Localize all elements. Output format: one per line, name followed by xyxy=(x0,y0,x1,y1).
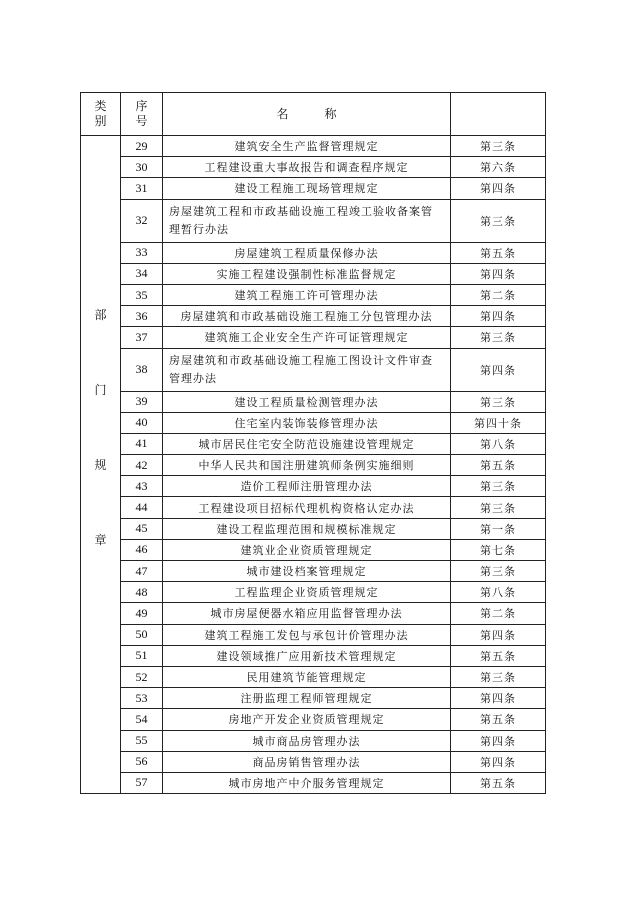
row-number: 39 xyxy=(121,391,163,412)
table-row xyxy=(81,327,546,348)
regulation-name: 建筑施工企业安全生产许可证管理规定 xyxy=(163,327,451,348)
row-number: 54 xyxy=(121,709,163,730)
table-row xyxy=(81,178,546,199)
row-number: 51 xyxy=(121,645,163,666)
row-number: 47 xyxy=(121,561,163,582)
regulation-name: 房地产开发企业资质管理规定 xyxy=(163,709,451,730)
article-cell: 第三条 xyxy=(451,476,546,497)
table-row xyxy=(81,306,546,327)
row-number: 55 xyxy=(121,730,163,751)
header-category xyxy=(81,93,121,136)
article-cell: 第三条 xyxy=(451,666,546,687)
article-cell: 第三条 xyxy=(451,327,546,348)
table-row xyxy=(81,730,546,751)
article-cell: 第五条 xyxy=(451,709,546,730)
row-number: 56 xyxy=(121,751,163,772)
row-number: 46 xyxy=(121,539,163,560)
article-cell: 第五条 xyxy=(451,772,546,793)
regulation-name: 注册监理工程师管理规定 xyxy=(163,688,451,709)
row-number: 45 xyxy=(121,518,163,539)
row-number: 43 xyxy=(121,476,163,497)
row-number: 48 xyxy=(121,582,163,603)
article-cell: 第四条 xyxy=(451,348,546,391)
header-category-text: 类 别 xyxy=(94,99,107,128)
category-char: 部 xyxy=(94,308,107,322)
table-row xyxy=(81,561,546,582)
category-char: 门 xyxy=(94,383,107,397)
article-cell: 第三条 xyxy=(451,391,546,412)
row-number: 40 xyxy=(121,412,163,433)
article-cell: 第七条 xyxy=(451,539,546,560)
table-row xyxy=(81,284,546,305)
regulation-name: 建设领域推广应用新技术管理规定 xyxy=(163,645,451,666)
table-row xyxy=(81,666,546,687)
article-cell: 第四条 xyxy=(451,751,546,772)
table-row xyxy=(81,199,546,242)
table-row xyxy=(81,603,546,624)
regulation-name: 商品房销售管理办法 xyxy=(163,751,451,772)
table-row xyxy=(81,433,546,454)
row-number: 30 xyxy=(121,157,163,178)
article-cell: 第四条 xyxy=(451,306,546,327)
regulation-name: 工程监理企业资质管理规定 xyxy=(163,582,451,603)
header-row xyxy=(81,93,546,136)
table-row xyxy=(81,263,546,284)
row-number: 36 xyxy=(121,306,163,327)
row-number: 52 xyxy=(121,666,163,687)
article-cell: 第三条 xyxy=(451,199,546,242)
regulation-name: 工程建设重大事故报告和调查程序规定 xyxy=(163,157,451,178)
header-name-left: 名 xyxy=(276,106,289,121)
row-number: 31 xyxy=(121,178,163,199)
row-number: 42 xyxy=(121,455,163,476)
row-number: 44 xyxy=(121,497,163,518)
category-cell xyxy=(81,136,121,794)
regulation-name: 住宅室内装饰装修管理办法 xyxy=(163,412,451,433)
table-row xyxy=(81,688,546,709)
regulation-name: 建设工程监理范围和规模标准规定 xyxy=(163,518,451,539)
article-cell: 第三条 xyxy=(451,136,546,157)
row-number: 35 xyxy=(121,284,163,305)
article-cell: 第八条 xyxy=(451,433,546,454)
table-row xyxy=(81,582,546,603)
table-row xyxy=(81,348,546,391)
table-row xyxy=(81,136,546,157)
article-cell: 第四条 xyxy=(451,730,546,751)
regulation-table xyxy=(80,92,546,794)
table-row xyxy=(81,242,546,263)
category-char: 章 xyxy=(94,533,107,547)
row-number: 29 xyxy=(121,136,163,157)
table-row xyxy=(81,412,546,433)
regulation-name: 城市商品房管理办法 xyxy=(163,730,451,751)
article-cell: 第一条 xyxy=(451,518,546,539)
regulation-name: 建筑业企业资质管理规定 xyxy=(163,539,451,560)
header-sequence xyxy=(121,93,163,136)
table-row xyxy=(81,476,546,497)
table-row xyxy=(81,157,546,178)
table-row xyxy=(81,497,546,518)
article-cell: 第六条 xyxy=(451,157,546,178)
article-cell: 第四条 xyxy=(451,688,546,709)
table-row xyxy=(81,391,546,412)
regulation-name: 房屋建筑工程质量保修办法 xyxy=(163,242,451,263)
table-row xyxy=(81,645,546,666)
article-cell: 第二条 xyxy=(451,603,546,624)
header-sequence-text: 序 号 xyxy=(135,99,148,128)
regulation-name: 房屋建筑工程和市政基础设施工程竣工验收备案管理暂行办法 xyxy=(163,199,451,242)
article-cell: 第三条 xyxy=(451,497,546,518)
table-row xyxy=(81,624,546,645)
article-cell: 第四条 xyxy=(451,263,546,284)
row-number: 32 xyxy=(121,199,163,242)
row-number: 53 xyxy=(121,688,163,709)
regulation-name: 民用建筑节能管理规定 xyxy=(163,666,451,687)
table-row xyxy=(81,539,546,560)
article-cell: 第四条 xyxy=(451,178,546,199)
row-number: 49 xyxy=(121,603,163,624)
header-name xyxy=(163,93,451,136)
regulation-name: 中华人民共和国注册建筑师条例实施细则 xyxy=(163,455,451,476)
regulation-name: 城市建设档案管理规定 xyxy=(163,561,451,582)
article-cell: 第三条 xyxy=(451,561,546,582)
regulation-name: 建筑工程施工许可管理办法 xyxy=(163,284,451,305)
table-row xyxy=(81,518,546,539)
row-number: 33 xyxy=(121,242,163,263)
article-cell: 第五条 xyxy=(451,242,546,263)
regulation-name: 房屋建筑和市政基础设施工程施工分包管理办法 xyxy=(163,306,451,327)
table-row xyxy=(81,455,546,476)
row-number: 50 xyxy=(121,624,163,645)
regulation-name: 建筑工程施工发包与承包计价管理办法 xyxy=(163,624,451,645)
row-number: 41 xyxy=(121,433,163,454)
header-name-right: 称 xyxy=(324,106,337,121)
regulation-name: 房屋建筑和市政基础设施工程施工图设计文件审查管理办法 xyxy=(163,348,451,391)
regulation-name: 建设工程质量检测管理办法 xyxy=(163,391,451,412)
article-cell: 第二条 xyxy=(451,284,546,305)
table-row xyxy=(81,772,546,793)
regulation-name: 城市居民住宅安全防范设施建设管理规定 xyxy=(163,433,451,454)
category-char: 规 xyxy=(94,458,107,472)
regulation-name: 城市房地产中介服务管理规定 xyxy=(163,772,451,793)
article-cell: 第五条 xyxy=(451,645,546,666)
regulation-name: 工程建设项目招标代理机构资格认定办法 xyxy=(163,497,451,518)
regulation-name: 建设工程施工现场管理规定 xyxy=(163,178,451,199)
article-cell: 第五条 xyxy=(451,455,546,476)
article-cell: 第八条 xyxy=(451,582,546,603)
row-number: 57 xyxy=(121,772,163,793)
regulation-name: 造价工程师注册管理办法 xyxy=(163,476,451,497)
row-number: 34 xyxy=(121,263,163,284)
article-cell: 第四十条 xyxy=(451,412,546,433)
regulation-name: 建筑安全生产监督管理规定 xyxy=(163,136,451,157)
header-article xyxy=(451,93,546,136)
article-cell: 第四条 xyxy=(451,624,546,645)
regulation-name: 城市房屋便器水箱应用监督管理办法 xyxy=(163,603,451,624)
table-row xyxy=(81,709,546,730)
table-row xyxy=(81,751,546,772)
row-number: 37 xyxy=(121,327,163,348)
regulation-name: 实施工程建设强制性标准监督规定 xyxy=(163,263,451,284)
row-number: 38 xyxy=(121,348,163,391)
